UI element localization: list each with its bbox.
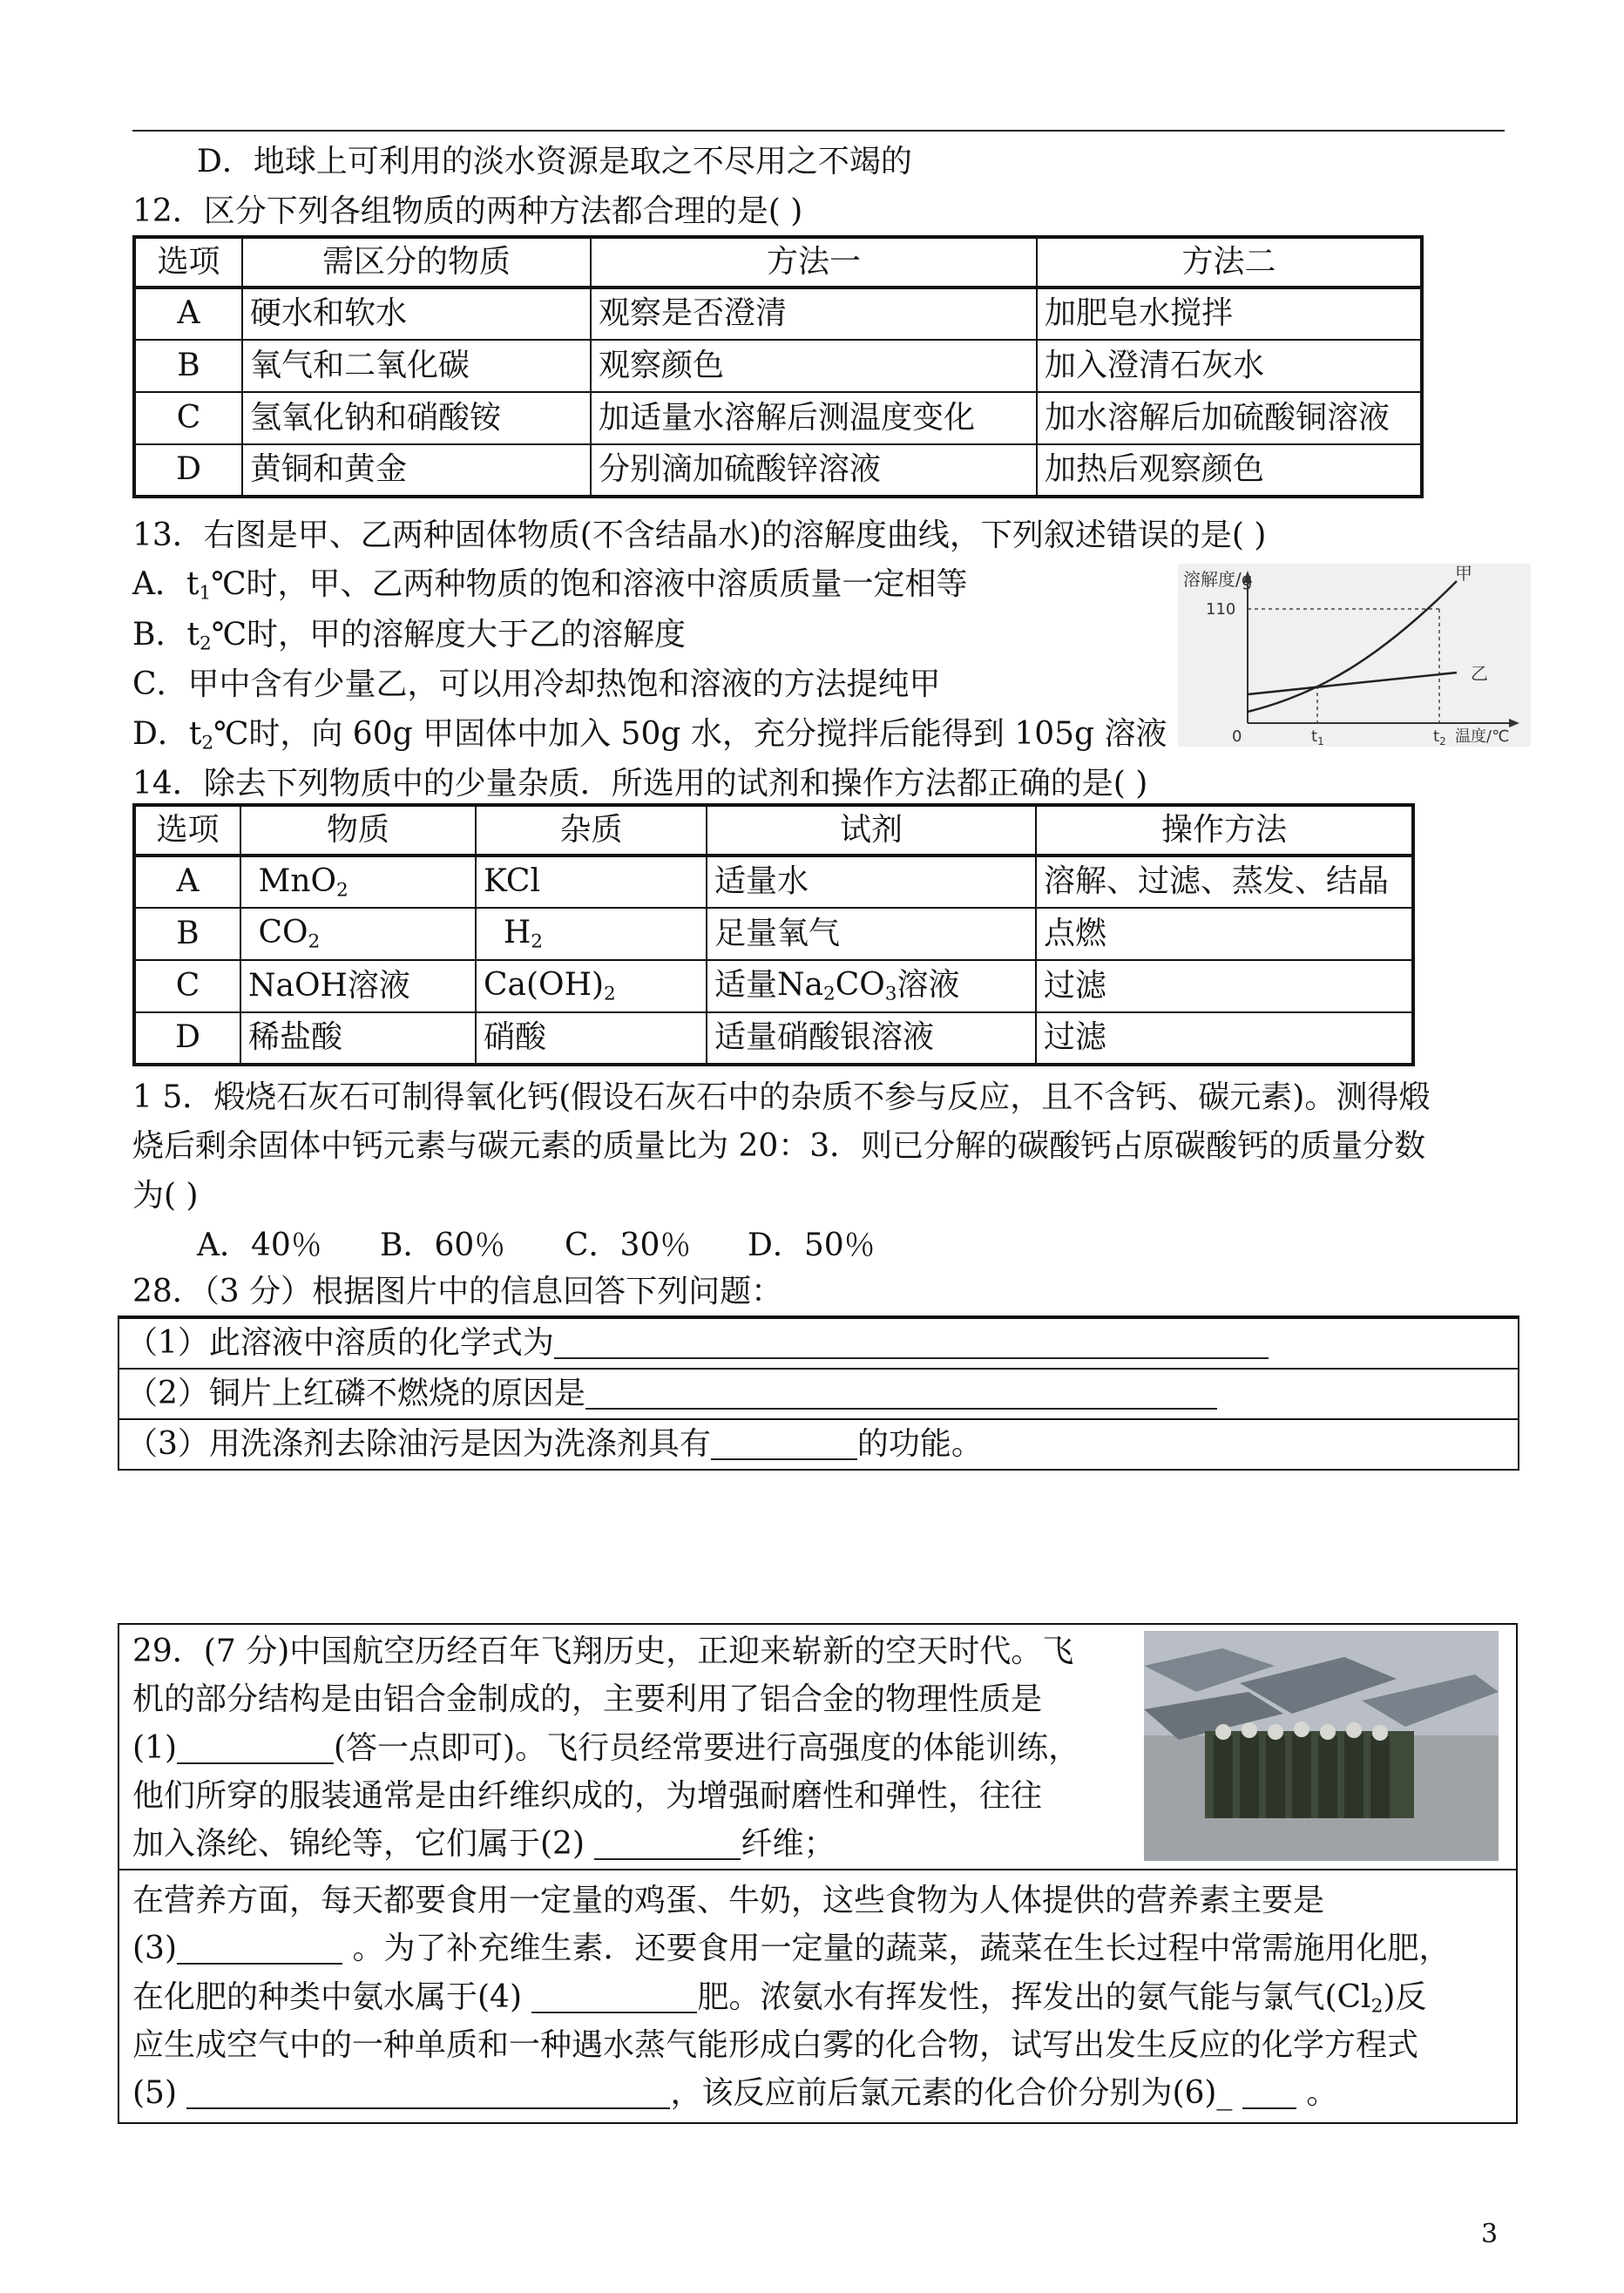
impurity-cell: $H_2$: [476, 908, 707, 960]
tick-t2: $t_2$: [1433, 727, 1446, 747]
q15-line-2: 烧后剩余固体中钙元素与碳元素的质量比为 20：3．则已分解的碳酸钙占原碳酸钙的质量分数: [132, 1128, 1426, 1164]
table-row: [134, 287, 1422, 340]
table-cell: 观察颜色: [591, 340, 1037, 392]
q15-line-3: 为( ): [132, 1178, 199, 1214]
table-row: [134, 444, 1422, 497]
q15-option-c: C．30％: [565, 1228, 692, 1263]
origin-label: 0: [1232, 727, 1242, 746]
table-row: [134, 856, 1413, 908]
x-axis-arrow: [1509, 719, 1519, 727]
table-cell: 氢氧化钠和硝酸铵: [242, 392, 591, 444]
reagent-cell: 适量硝酸银溶液: [707, 1012, 1036, 1065]
series-jia-label: 甲: [1455, 564, 1472, 584]
answer-blank-q29-2[interactable]: [594, 1827, 741, 1860]
answer-blank-q29-5[interactable]: [186, 2076, 670, 2109]
q28-pictures-row: [118, 1316, 1519, 1318]
answer-blank-q29-4[interactable]: [531, 1980, 697, 2013]
y-tick-110: 110: [1206, 600, 1236, 619]
method-cell: 过滤: [1036, 1012, 1413, 1065]
header-rule: [132, 130, 1505, 132]
table-cell: 观察是否澄清: [591, 287, 1037, 340]
q29-line-4: 他们所穿的服装通常是由纤维织成的，为增强耐磨性和弹性，往往: [132, 1778, 1043, 1814]
solubility-curve-graph: [1178, 564, 1531, 747]
q28-answer-row-2: [118, 1369, 1519, 1419]
impurity-cell: KCl: [476, 856, 707, 908]
table-header-cell: 需区分的物质: [242, 237, 591, 287]
method-cell: 溶解、过滤、蒸发、结晶: [1036, 856, 1413, 908]
substance-cell: MnO$_2$: [240, 856, 476, 908]
table-cell: 加肥皂水搅拌: [1037, 287, 1422, 340]
q13-option-a: A．$t_1℃$时，甲、乙两种物质的饱和溶液中溶质质量一定相等: [132, 566, 968, 605]
q12-table: [132, 235, 1424, 498]
picture-cell-3: [1005, 1316, 1519, 1318]
option-cell: B: [134, 908, 240, 960]
option-cell: C: [134, 960, 240, 1012]
q28-answer-row-3: （3）用洗涤剂去除油污是因为洗涤剂具有 的功能。: [118, 1419, 1519, 1470]
table-cell: 黄铜和黄金: [242, 444, 591, 497]
table-header-cell: 杂质: [476, 805, 707, 856]
q13-stem: 13．右图是甲、乙两种固体物质(不含结晶水)的溶解度曲线，下列叙述错误的是( ): [132, 517, 1267, 553]
table-header-row: [134, 805, 1413, 856]
impurity-cell: 硝酸: [476, 1012, 707, 1065]
q29-line-5: 加入涤纶、锦纶等，它们属于(2) 纤维；: [132, 1826, 836, 1862]
table-cell: 氧气和二氧化碳: [242, 340, 591, 392]
q15-option-b: B．60％: [380, 1228, 506, 1263]
table-header-cell: 试剂: [707, 805, 1036, 856]
reagent-cell: 足量氧气: [707, 908, 1036, 960]
x-axis-label: 温度/℃: [1455, 727, 1510, 746]
q29-line-1: 29．(7 分)中国航空历经百年飞翔历史，正迎来崭新的空天时代。飞: [132, 1634, 1074, 1669]
impurity-cell: $Ca(OH)_2$: [476, 960, 707, 1012]
table-cell: 加水溶解后加硫酸铜溶液: [1037, 392, 1422, 444]
page-number: 3: [1481, 2219, 1499, 2249]
q29-line-2: 机的部分结构是由铝合金制成的，主要利用了铝合金的物理性质是: [132, 1681, 1043, 1717]
q29-divider: [118, 1869, 1518, 1870]
substance-cell: $CO_2$: [240, 908, 476, 960]
method-cell: 点燃: [1036, 908, 1413, 960]
q13-option-d: D．$t_2℃$时，向 60g 甲固体中加入 50g 水，充分搅拌后能得到 105g 溶液: [132, 716, 1167, 754]
table-header-cell: 选项: [134, 805, 240, 856]
q28-stem: 28．（3 分）根据图片中的信息回答下列问题：: [132, 1274, 783, 1309]
solubility-curve-svg: [1178, 564, 1531, 747]
q15-line-1: 1 5．煅烧石灰石可制得氧化钙(假设石灰石中的杂质不参与反应，且不含钙、碳元素)。测得煅: [132, 1079, 1431, 1115]
q29-line-3: (1) (答一点即可)。飞行员经常要进行高强度的体能训练，: [132, 1730, 1080, 1766]
option-cell: C: [134, 392, 242, 444]
photo-illustration: [1144, 1631, 1499, 1861]
table-cell: 加适量水溶解后测温度变化: [591, 392, 1037, 444]
answer-blank-3[interactable]: [711, 1427, 857, 1460]
answer-blank-q29-6[interactable]: [1242, 2076, 1296, 2109]
q28-table: [118, 1316, 1519, 1471]
tick-t1: $t_1$: [1311, 727, 1324, 747]
table-header-cell: 方法一: [591, 237, 1037, 287]
pilots-marching-photo: [1144, 1631, 1499, 1861]
q29-line-9: 应生成空气中的一种单质和一种遇水蒸气能形成白雾的化合物，试写出发生反应的化学方程式: [132, 2027, 1419, 2063]
table-cell: 硬水和软水: [242, 287, 591, 340]
option-cell: B: [134, 340, 242, 392]
table-cell: 加热后观察颜色: [1037, 444, 1422, 497]
option-cell: D: [134, 1012, 240, 1065]
series-yi-label: 乙: [1471, 663, 1488, 684]
picture-cell-1: [118, 1316, 559, 1318]
table-header-cell: 选项: [134, 237, 242, 287]
table-cell: 分别滴加硫酸锌溶液: [591, 444, 1037, 497]
q14-stem: 14．除去下列物质中的少量杂质．所选用的试剂和操作方法都正确的是( ): [132, 766, 1148, 802]
q28-question-2: （2）铜片上红磷不燃烧的原因是: [126, 1375, 585, 1411]
q15-option-d: D．50％: [748, 1228, 876, 1263]
q12-stem: 12．区分下列各组物质的两种方法都合理的是( ): [132, 193, 803, 229]
q29-line-7: (3) 。为了补充维生素．还要食用一定量的蔬菜，蔬菜在生长过程中常需施用化肥，: [132, 1931, 1451, 1966]
option-cell: D: [134, 444, 242, 497]
method-cell: 过滤: [1036, 960, 1413, 1012]
option-cell: A: [134, 856, 240, 908]
q28-question-1: （1）此溶液中溶质的化学式为: [126, 1324, 554, 1361]
substance-cell: NaOH溶液: [240, 960, 476, 1012]
picture-cell-2: [559, 1316, 1005, 1318]
option-cell: A: [134, 287, 242, 340]
answer-blank-2[interactable]: [585, 1376, 1217, 1410]
table-row: [134, 908, 1413, 960]
answer-blank-q29-1[interactable]: [177, 1731, 334, 1764]
q11-option-d: D．地球上可利用的淡水资源是取之不尽用之不竭的: [197, 144, 912, 179]
q13-option-b: B．$t_2℃$时，甲的溶解度大于乙的溶解度: [132, 617, 686, 655]
q28-answer-row-1: [118, 1318, 1519, 1369]
q28-question-3: （3）用洗涤剂去除油污是因为洗涤剂具有: [126, 1425, 711, 1462]
table-header-row: [134, 237, 1422, 287]
q14-table: [132, 803, 1415, 1066]
table-row: [134, 392, 1422, 444]
answer-blank-1[interactable]: [554, 1326, 1269, 1359]
answer-blank-q29-3[interactable]: [177, 1931, 342, 1965]
reagent-cell: 适量$Na_2CO_3$溶液: [707, 960, 1036, 1012]
curve-yi: [1248, 673, 1457, 694]
table-header-cell: 方法二: [1037, 237, 1422, 287]
table-cell: 加入澄清石灰水: [1037, 340, 1422, 392]
q15-option-a: A．40％: [197, 1228, 322, 1263]
table-header-cell: 物质: [240, 805, 476, 856]
table-row: [134, 1012, 1413, 1065]
q29-line-8: 在化肥的种类中氨水属于(4) 肥。浓氨水有挥发性，挥发出的氨气能与氯气$(Cl_2)$反: [132, 1979, 1427, 2018]
substance-cell: 稀盐酸: [240, 1012, 476, 1065]
table-row: [134, 960, 1413, 1012]
reagent-cell: 适量水: [707, 856, 1036, 908]
q29-line-6: 在营养方面，每天都要食用一定量的鸡蛋、牛奶，这些食物为人体提供的营养素主要是: [132, 1883, 1325, 1918]
q29-line-10: (5) ，该反应前后氯元素的化合价分别为(6)_ 。: [132, 2075, 1338, 2111]
y-axis-label: 溶解度/g: [1183, 569, 1253, 590]
table-header-cell: 操作方法: [1036, 805, 1413, 856]
q13-option-c: C．甲中含有少量乙，可以用冷却热饱和溶液的方法提纯甲: [132, 666, 941, 702]
table-row: [134, 340, 1422, 392]
